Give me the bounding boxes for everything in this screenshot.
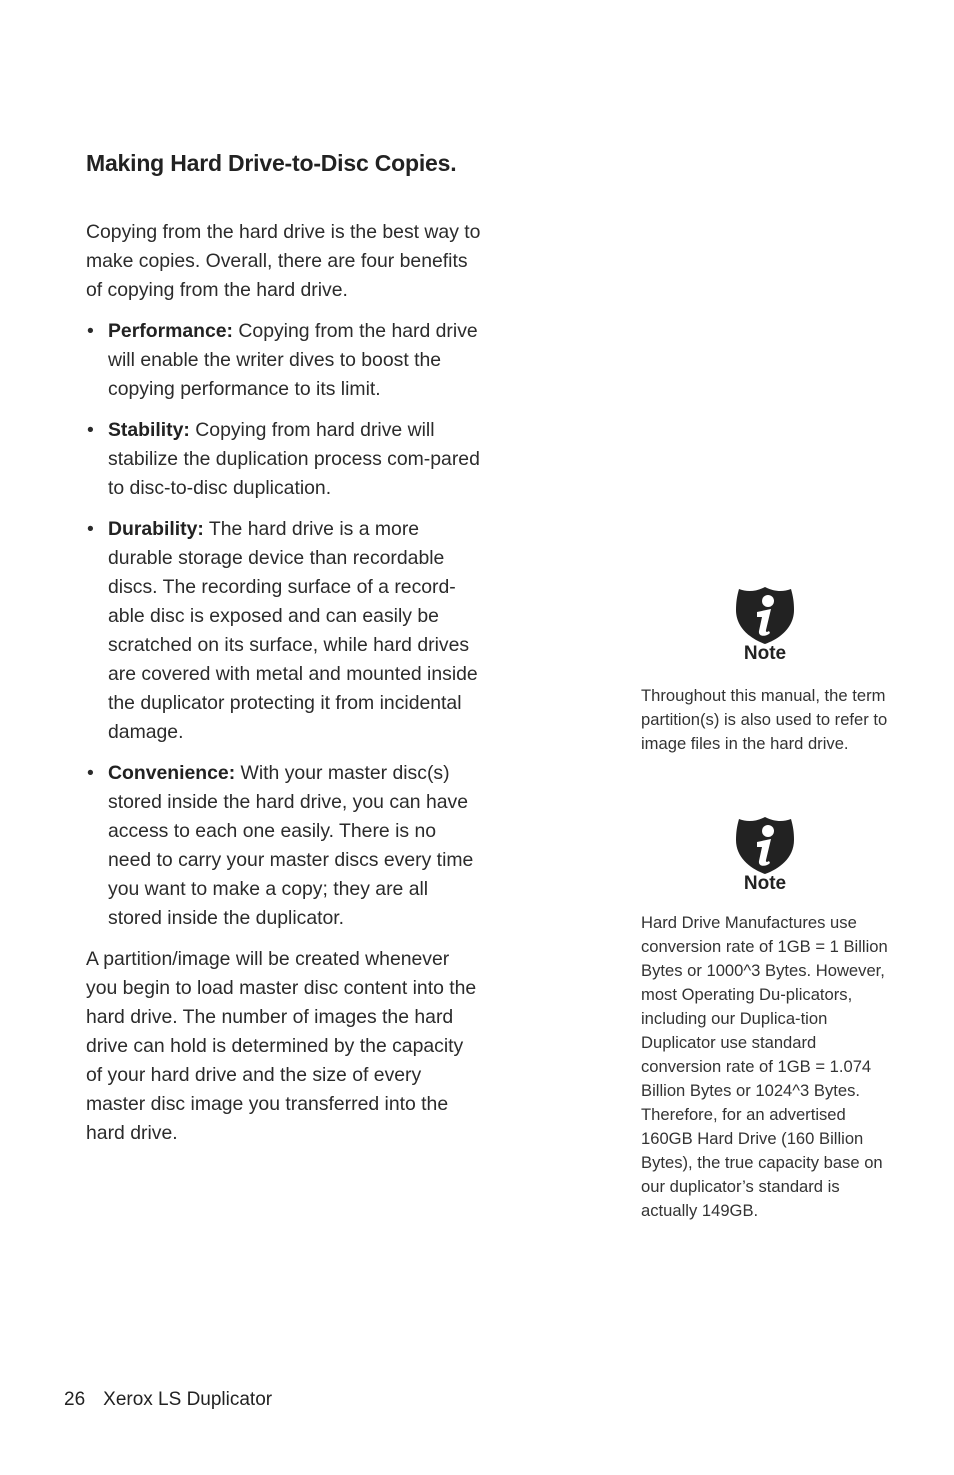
page-heading: Making Hard Drive-to-Disc Copies. [86, 150, 457, 176]
bullet-icon: • [87, 762, 94, 784]
closing-paragraph: A partition/image will be created whenever you begin to load master disc content into the hard drive. The number of images the hard drive can hold is determined by the capacity of your hard drive and the size of every master disc image you transferred into the hard drive. [86, 948, 477, 1144]
page-footer [64, 1389, 272, 1411]
page-number: 26 [64, 1389, 86, 1410]
info-shield-icon [730, 584, 800, 664]
bullet-text: Copying from hard drive will stabilize the duplication process com-pared to disc-to-disc duplication. [108, 419, 480, 499]
bullet-text: The hard drive is a more durable storage device than recordable discs. The recording surface of a record-able disc is exposed and can easily be scratched on its surface, while hard drives are covered with metal and mounted inside the duplicator protecting it from incidental damage. [108, 518, 478, 743]
info-shield-icon [730, 814, 800, 894]
bullet-icon: • [87, 419, 94, 441]
note-text: Hard Drive Manufactures use conversion rate of 1GB = 1 Billion Bytes or 1000^3 Bytes. However, most Operating Du-plicators, including our Duplica-tion Duplicator use standard conversion rate of 1GB = 1.074 Billion Bytes or 1024^3 Bytes. Therefore, for an advertised 160GB Hard Drive (160 Billion Bytes), the true capacity base on our duplicator’s standard is actually 149GB. [641, 913, 888, 1220]
bullet-text: Copying from the hard drive will enable the writer dives to boost the copying performance to its limit. [108, 320, 478, 400]
list-item [86, 759, 481, 933]
footer-title: Xerox LS Duplicator [103, 1389, 273, 1410]
list-item [86, 515, 481, 747]
bullet-label: Durability: [108, 518, 204, 540]
note-box [641, 584, 891, 756]
note-label: Note [743, 643, 787, 664]
bullet-label: Performance: [108, 320, 234, 342]
bullet-text: With your master disc(s) stored inside the hard drive, you can have access to each one easily. There is no need to carry your master discs every time you want to make a copy; they are all stored inside the duplicator. [108, 762, 474, 929]
benefits-list [86, 317, 481, 933]
intro-paragraph: Copying from the hard drive is the best way to make copies. Overall, there are four benefits of copying from the hard drive. [86, 221, 481, 301]
list-item [86, 317, 481, 404]
bullet-label: Stability: [108, 419, 190, 441]
bullet-label: Convenience: [108, 762, 236, 784]
list-item [86, 416, 481, 503]
bullet-icon: • [87, 320, 94, 342]
note-label: Note [743, 873, 787, 894]
bullet-icon: • [87, 518, 94, 540]
note-text: Throughout this manual, the term partition(s) is also used to refer to image files in the hard drive. [641, 686, 888, 753]
main-column [86, 218, 481, 1148]
note-box [641, 814, 891, 1223]
